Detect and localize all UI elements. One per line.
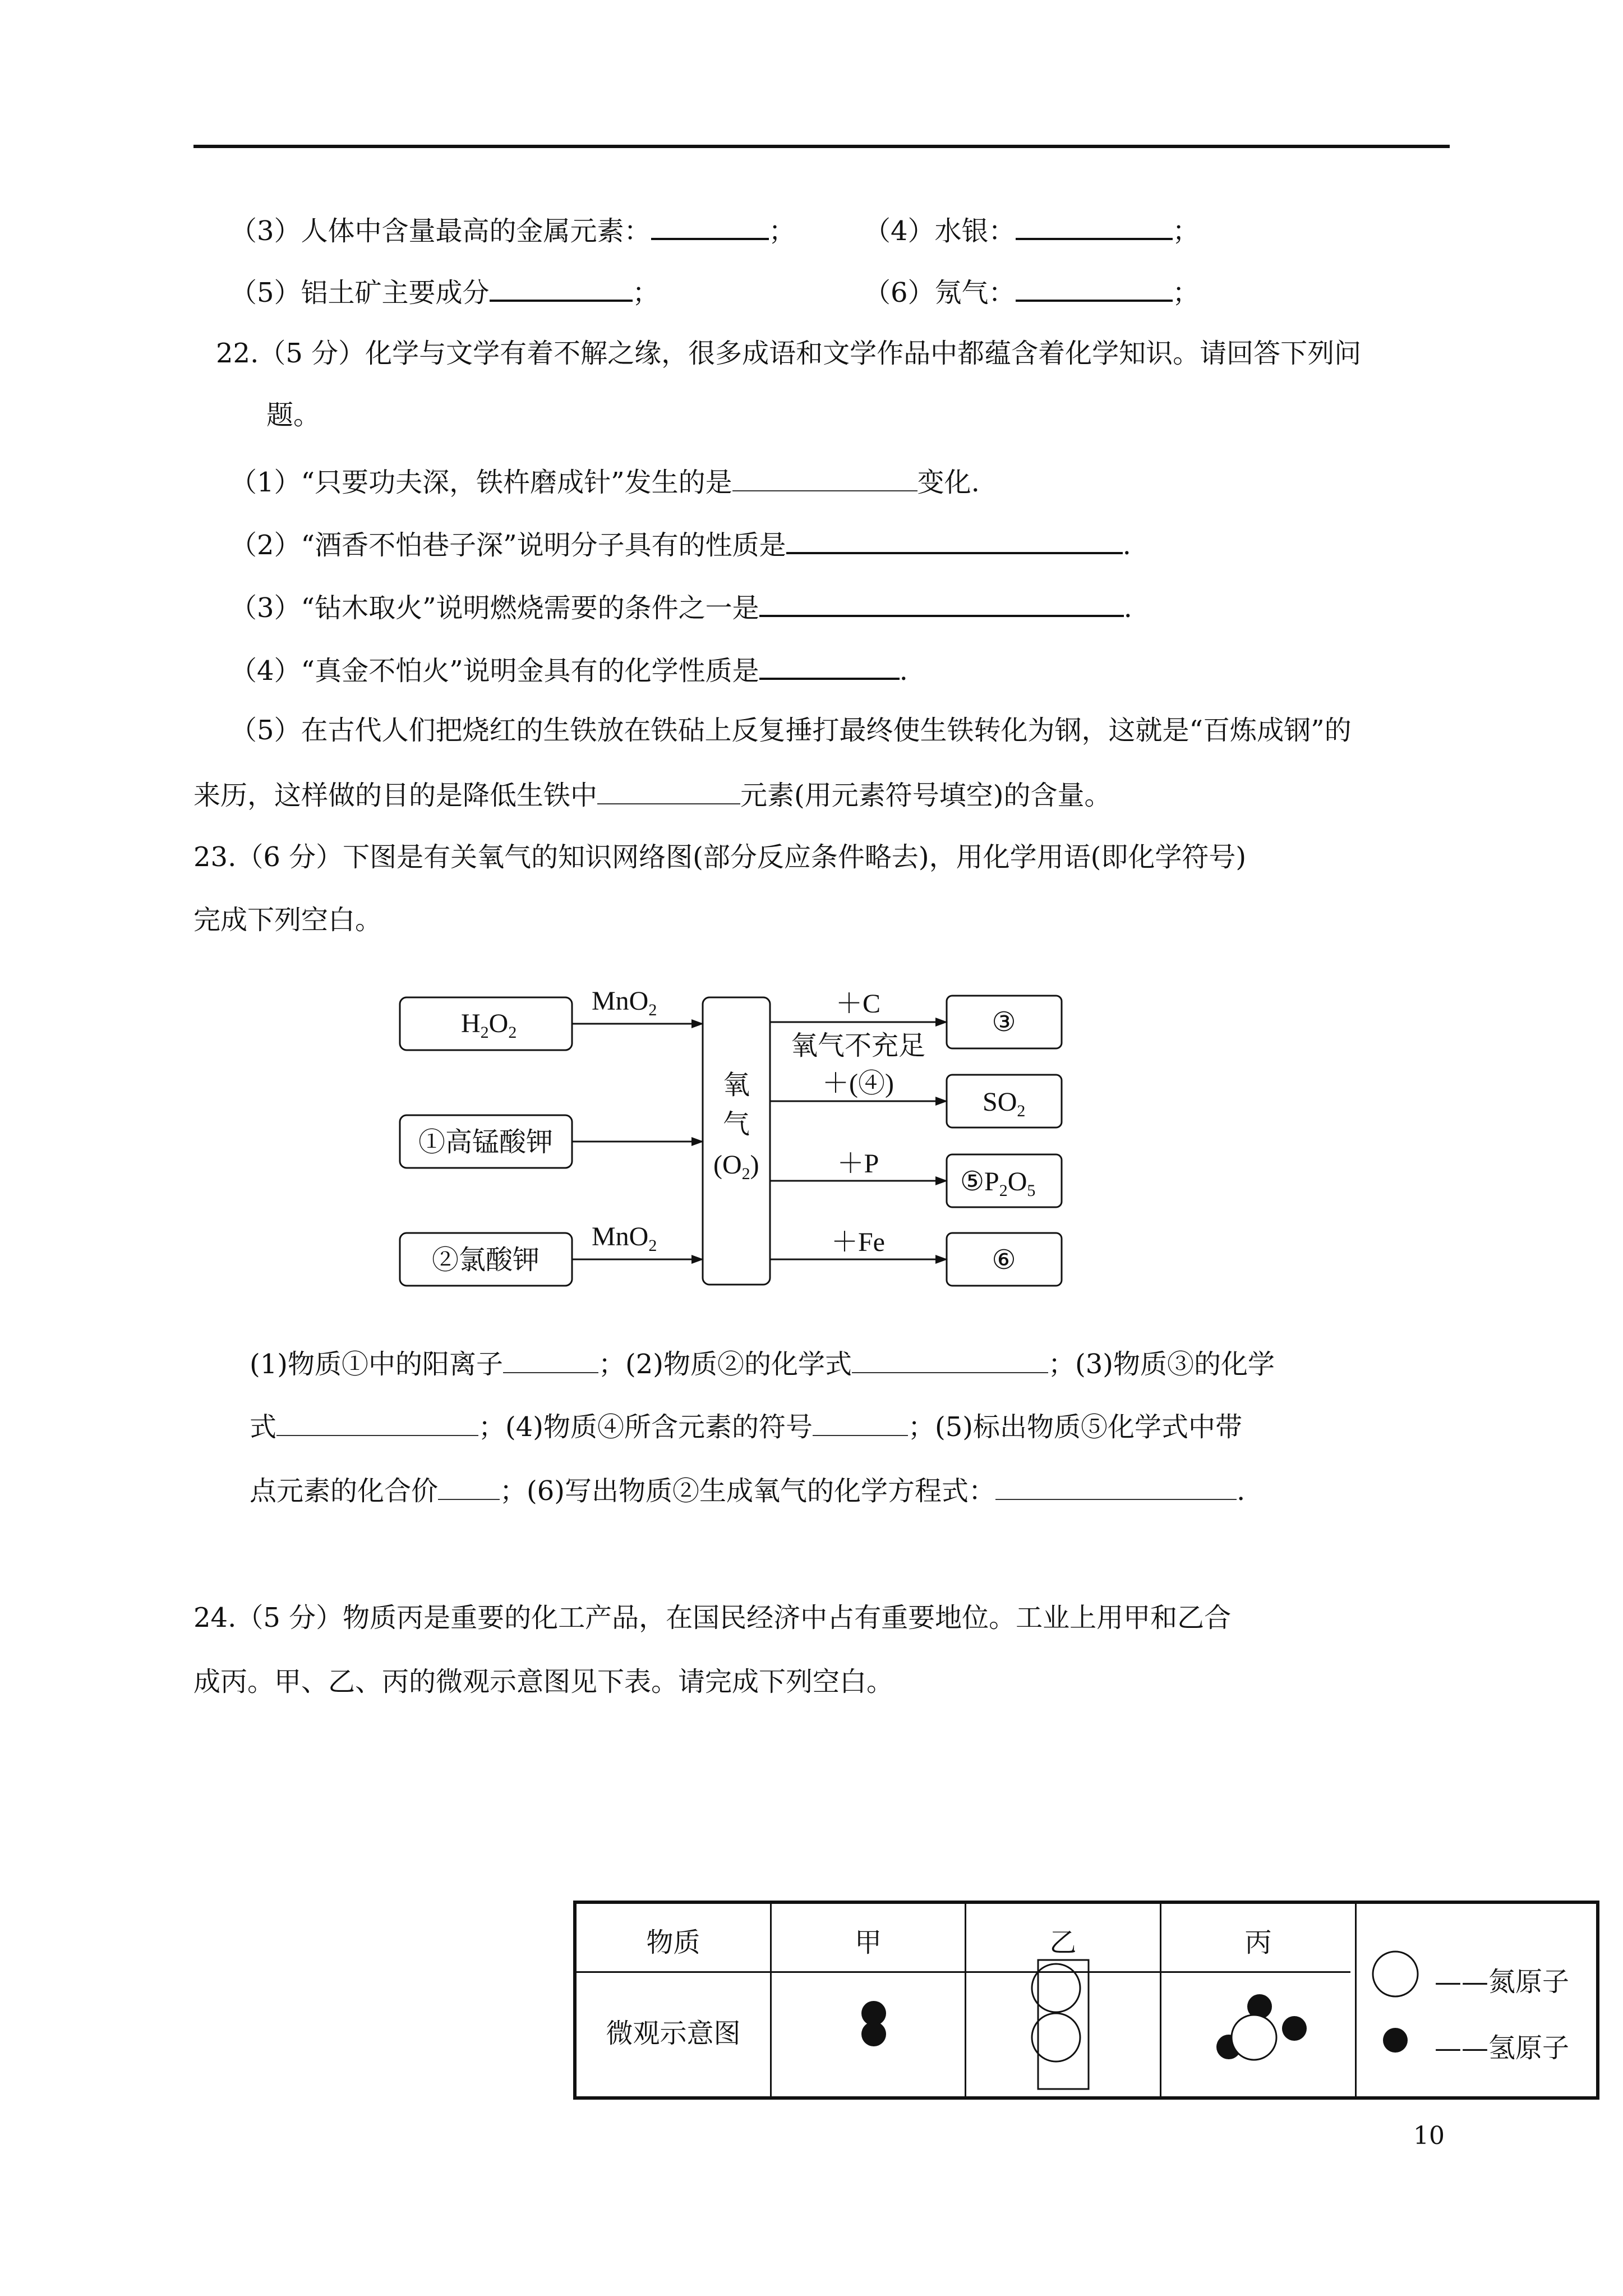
answer-blank[interactable] [995,1473,1237,1500]
so2-label: $SO_2$ [983,1087,1026,1120]
q22-s4: （4）“真金不怕火”说明金具有的化学性质是 . [230,652,908,688]
q22-s3: （3）“钻木取火”说明燃烧需要的条件之一是 . [230,589,1132,625]
q21-item5: （5）铝土矿主要成分 ； [230,274,660,310]
answer-blank[interactable] [597,777,740,804]
center-char-1: 氧 [722,1070,750,1100]
kclo3-label: ②氯酸钾 [431,1245,540,1275]
catalyst-label-2: MnO$_2$ [592,1222,657,1255]
q23-line3: 点元素的化合价 ；(6)写出物质②生成氧气的化学方程式： . [250,1473,1245,1508]
q23-title-cont: 完成下列空白。 [193,904,382,936]
q22-title-cont: 题。 [266,399,321,431]
micro-diagram-table [573,1901,1599,2100]
header-bing: 丙 [1244,1927,1272,1958]
q21-item4: （4）水银： ； [864,212,1200,248]
row-micro-label: 微观示意图 [606,2018,741,2049]
answer-blank[interactable] [490,274,633,302]
q23-line1: (1)物质①中的阳离子 ；(2)物质②的化学式 ；(3)物质③的化学 [250,1346,1275,1381]
product6-label: ⑥ [992,1245,1016,1275]
q22-title: 22.（5 分）化学与文学有着不解之缘，很多成语和文学作品中都蕴含着化学知识。请回答下列问 [216,338,1362,369]
q21-item3: （3）人体中含量最高的金属元素： ； [230,212,796,248]
h2-molecule [861,2001,886,2046]
reactant-p-label: ＋P [837,1149,879,1179]
q22-s2: （2）“酒香不怕巷子深”说明分子具有的性质是 . [230,526,1131,562]
q22-s5: （5）在古代人们把烧红的生铁放在铁砧上反复捶打最终使生铁转化为钢，这就是“百炼成钢”的 [230,715,1352,746]
center-char-2: 气 [722,1110,750,1139]
legend-nitrogen: ——氮原子 [1435,1966,1570,1998]
page-number: 10 [1413,2122,1445,2150]
legend-symbols [1373,1952,1418,2053]
p2o5-label: $⑤P_2O_5$ [960,1167,1036,1200]
answer-blank[interactable] [651,212,769,240]
answer-blank[interactable] [759,652,900,680]
reactant-4-label: ＋(④) [822,1069,894,1098]
answer-blank[interactable] [276,1409,478,1436]
nitrogen-atom-icon [1373,1952,1418,1996]
answer-blank[interactable] [732,464,917,491]
q22-s5-cont: 来历，这样做的目的是降低生铁中 元素(用元素符号填空)的含量。 [193,777,1111,812]
center-formula: $(O_2)$ [713,1150,759,1183]
answer-blank[interactable] [759,589,1124,617]
product3-label: ③ [992,1007,1016,1037]
answer-blank[interactable] [813,1409,908,1436]
header-substance: 物质 [646,1927,700,1958]
header-jia: 甲 [854,1927,882,1958]
q24-title-cont: 成丙。甲、乙、丙的微观示意图见下表。请完成下列空白。 [193,1666,894,1697]
h2o2-label: $H_2O_2$ [461,1009,517,1042]
q24-title: 24.（5 分）物质丙是重要的化工产品，在国民经济中占有重要地位。工业上用甲和乙合 [193,1602,1232,1634]
oxygen-network-diagram [393,965,1094,1301]
molecule-drawings [577,1904,1596,2096]
answer-blank[interactable] [438,1473,500,1500]
answer-blank[interactable] [786,526,1123,554]
answer-blank[interactable] [1016,274,1173,302]
hydrogen-atom-icon [1383,2028,1408,2053]
n2-molecule [1032,1960,1089,2089]
oxygen-center-box [703,997,770,1285]
legend-hydrogen: ——氢原子 [1435,2032,1570,2064]
condition-label: 氧气不充足 [790,1031,926,1061]
answer-blank[interactable] [503,1346,598,1373]
answer-blank[interactable] [1016,212,1173,240]
q21-item6: （6）氖气： ； [864,274,1200,310]
nh3-molecule [1216,1994,1307,2060]
q22-s1: （1）“只要功夫深，铁杵磨成针”发生的是 变化. [230,464,980,499]
q23-title: 23.（6 分）下图是有关氧气的知识网络图(部分反应条件略去)，用化学用语(即化学符号) [193,841,1247,873]
header-rule [193,145,1450,148]
header-yi: 乙 [1049,1927,1077,1958]
reactant-c-label: ＋C [835,989,881,1019]
q23-line2: 式 ；(4)物质④所含元素的符号 ；(5)标出物质⑤化学式中带 [250,1409,1242,1444]
kmno4-label: ①高锰酸钾 [418,1128,554,1157]
answer-blank[interactable] [852,1346,1048,1373]
reactant-fe-label: ＋Fe [831,1227,886,1257]
catalyst-label-1: MnO$_2$ [592,986,657,1019]
